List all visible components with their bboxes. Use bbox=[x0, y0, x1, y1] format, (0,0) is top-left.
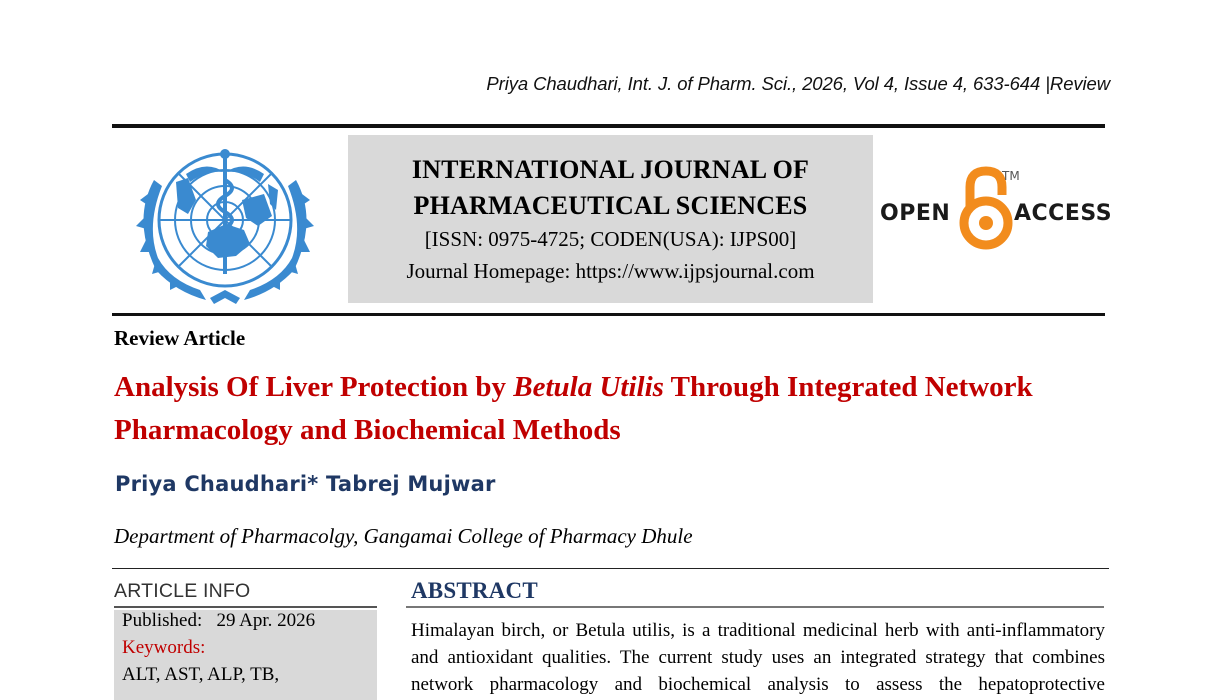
journal-masthead-box bbox=[348, 135, 873, 303]
abstract-rule bbox=[406, 606, 1104, 608]
journal-logo bbox=[126, 140, 324, 305]
title-part1: Analysis Of Liver Protection by bbox=[114, 371, 514, 403]
abstract-line: Himalayan birch, or Betula utilis, is a traditional medicinal herb with anti-inflammatory bbox=[411, 620, 1105, 641]
abstract-body bbox=[411, 617, 1105, 698]
journal-title-line2: PHARMACEUTICAL SCIENCES bbox=[413, 191, 808, 220]
abstract-line: and antioxidant qualities. The current study uses an integrated strategy that combines bbox=[411, 647, 1105, 668]
article-info-heading: ARTICLE INFO bbox=[114, 580, 251, 602]
abstract-line: network pharmacology and biochemical analysis to assess the hepatoprotective bbox=[411, 674, 1105, 695]
title-part2: Through Integrated Network Pharmacology and Biochemical Methods bbox=[114, 371, 1033, 446]
published-date: 29 Apr. 2026 bbox=[216, 610, 316, 631]
article-title bbox=[114, 366, 1074, 452]
journal-issn: [ISSN: 0975-4725; CODEN(USA): IJPS00] bbox=[424, 227, 797, 251]
journal-title-line1: INTERNATIONAL JOURNAL OF bbox=[411, 155, 810, 184]
header-top-rule bbox=[112, 124, 1105, 128]
open-access-logo bbox=[878, 165, 1113, 251]
open-access-left-text: OPEN bbox=[880, 201, 951, 226]
article-type-label: Review Article bbox=[114, 326, 246, 350]
section-divider bbox=[112, 568, 1109, 569]
journal-homepage: Journal Homepage: https://www.ijpsjournal.com bbox=[406, 259, 815, 283]
keywords-label: Keywords: bbox=[122, 637, 206, 658]
keywords-list: ALT, AST, ALP, TB, bbox=[122, 664, 280, 685]
author-list: Priya Chaudhari* Tabrej Mujwar bbox=[115, 472, 496, 496]
article-info-box bbox=[114, 610, 377, 700]
published-row bbox=[122, 610, 315, 632]
published-label: Published: bbox=[122, 610, 203, 631]
title-species-italic: Betula Utilis bbox=[513, 371, 664, 403]
trademark-symbol: TM bbox=[1002, 169, 1020, 183]
header-bottom-rule bbox=[112, 313, 1105, 316]
open-access-right-text: ACCESS bbox=[1014, 201, 1113, 226]
article-info-rule bbox=[114, 606, 377, 608]
author-affiliation: Department of Pharmacolgy, Gangamai College of Pharmacy Dhule bbox=[114, 524, 693, 548]
abstract-heading: ABSTRACT bbox=[411, 578, 538, 603]
running-header-citation: Priya Chaudhari, Int. J. of Pharm. Sci., 2026, Vol 4, Issue 4, 633-644 |Review bbox=[486, 73, 1110, 94]
globe-caduceus-laurel-icon bbox=[126, 140, 324, 305]
